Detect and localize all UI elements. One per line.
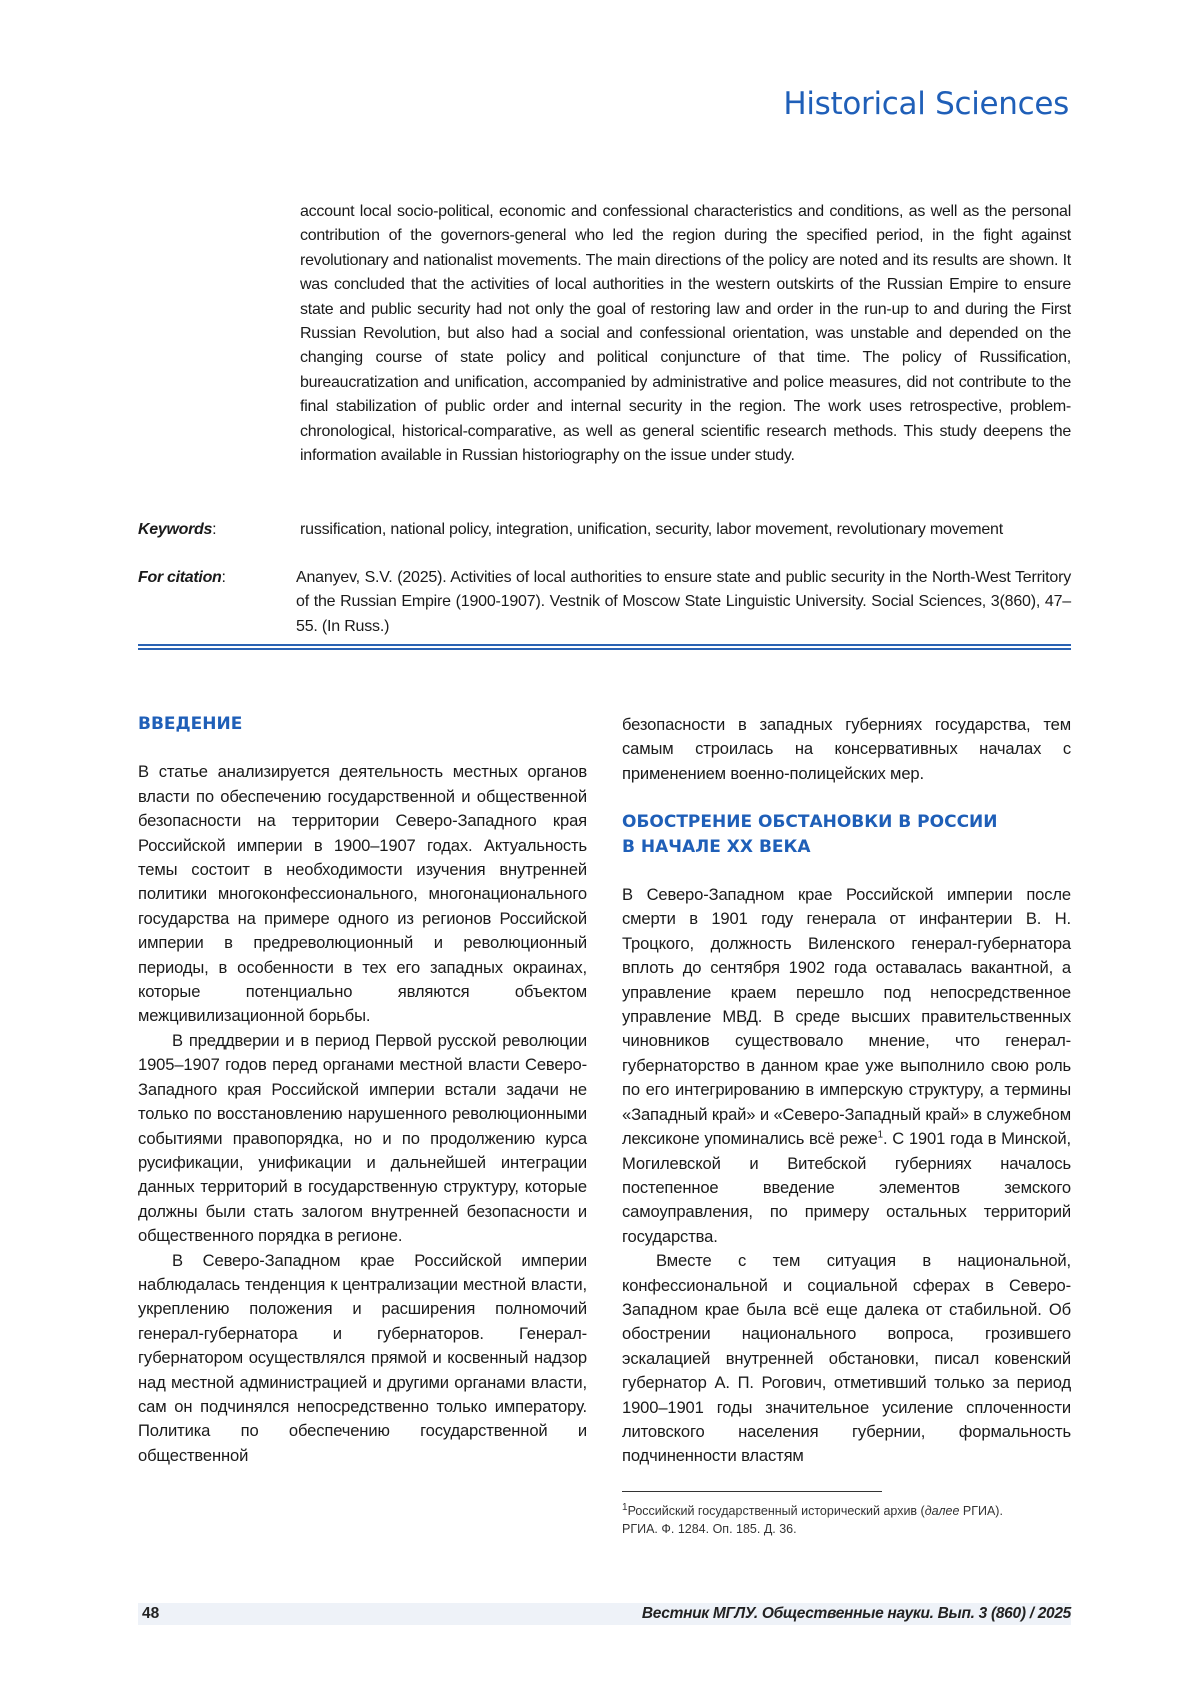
keywords-colon: : [212, 521, 216, 538]
keywords-row [138, 518, 1071, 542]
footnote-line [622, 1502, 1071, 1520]
footnote-line: РГИА. Ф. 1284. Оп. 185. Д. 36. [622, 1520, 1071, 1538]
citation-label [138, 566, 226, 590]
left-column [138, 712, 587, 1468]
double-divider [138, 644, 1071, 650]
footnote-number: 1 [622, 1502, 628, 1513]
citation-colon: : [222, 569, 226, 586]
page-footer [138, 1603, 1071, 1625]
footnote-text: РГИА). [959, 1504, 1003, 1518]
footnote-divider [622, 1491, 882, 1492]
paragraph-continuation: безопасности в западных губерниях государства, тем самым строилась на консервативных началах с применением военно-полицейских мер. [622, 713, 1071, 786]
paragraph-text: . С 1901 года в Минской, Могилевской и Витебской губерниях началось постепенное введение элементов земского самоуправления, по примеру остальных территорий государства. [622, 1129, 1071, 1246]
heading-line: В НАЧАЛЕ XX ВЕКА [622, 837, 811, 857]
citation-label-text: For citation [138, 569, 222, 586]
keywords-label-text: Keywords [138, 521, 212, 538]
paragraph: В преддверии и в период Первой русской революции 1905–1907 годов перед органами местной власти Северо-Западного края Российской империи встали задачи не только по восстановлению нарушенного революционными событиями правопорядка, но и по продолжению курса русификации, унификации и дальнейшей интеграции данных территорий в государственную структуру, которые должны были стать залогом внутренней безопасности и общественного порядка в регионе. [138, 1029, 587, 1249]
section-title: Historical Sciences [783, 86, 1069, 122]
paragraph: В Северо-Западном крае Российской империи наблюдалась тенденция к централизации местной власти, укреплению положения и расширения полномочий генерал-губернатора и губернаторов. Генерал-губернатором осуществлялся прямой и косвенный надзор над местной администрацией и другими органами власти, сам он подчинялся непосредственно только императору. Политика по обеспечению государственной и общественной [138, 1249, 587, 1469]
abstract-text: account local socio-political, economic and confessional characteristics and conditions, as well as the personal contribution of the governors-general who led the region during the specified period, in the fight against revolutionary and nationalist movements. The main directions of the policy are noted and its results are shown. It was concluded that the activities of local authorities in the western outskirts of the Russian Empire to ensure state and public security had not only the goal of restoring law and order in the run-up to and during the First Russian Revolution, but also had a social and confessional orientation, was unstable and depended on the changing course of state policy and political conjuncture of that time. The policy of Russification, bureaucratization and unification, accompanied by administrative and police measures, did not contribute to the final stabilization of public order and internal security in the region. The work uses retrospective, problem-chronological, historical-comparative, as well as general scientific research methods. This study deepens the information available in Russian historiography on the issue under study. [300, 200, 1071, 468]
footnote-reference[interactable]: 1 [878, 1130, 883, 1141]
footnote [622, 1502, 1071, 1538]
citation-value: Ananyev, S.V. (2025). Activities of local authorities to ensure state and public security in the North-West Territory of the Russian Empire (1900-1907). Vestnik of Moscow State Linguistic University. Social Sciences, 3(860), 47–55. (In Russ.) [296, 566, 1071, 639]
keywords-label [138, 518, 216, 542]
paragraph [622, 883, 1071, 1249]
citation-row [138, 566, 1071, 639]
heading-introduction: ВВЕДЕНИЕ [138, 712, 587, 736]
journal-name: Вестник МГЛУ. Общественные науки. Вып. 3 (860) / 2025 [642, 1605, 1071, 1623]
heading-line: ОБОСТРЕНИЕ ОБСТАНОВКИ В РОССИИ [622, 812, 998, 832]
footnote-text: Российский государственный исторический архив ( [628, 1504, 925, 1518]
right-column [622, 713, 1071, 1469]
footnote-italic: далее [925, 1504, 960, 1518]
paragraph: В статье анализируется деятельность местных органов власти по обеспечению государственной и общественной безопасности на территории Северо-Западного края Российской империи в 1900–1907 годах. Актуальность темы состоит в необходимости изучения внутренней политики многоконфессионального, многонационального государства на примере одного из регионов Российской империи в предреволюционный и революционный периоды, в особенности в тех его западных окраинах, которые потенциально являются объектом межцивилизационной борьбы. [138, 760, 587, 1028]
paragraph: Вместе с тем ситуация в национальной, конфессиональной и социальной сферах в Северо-Западном крае была всё еще далека от стабильной. Об обострении национального вопроса, грозившего эскалацией внутренней обстановки, писал ковенский губернатор А. П. Рогович, отметивший только за период 1900–1901 годы значительное усиление сплоченности литовского населения губернии, формальность подчиненности властям [622, 1249, 1071, 1469]
page-number: 48 [142, 1605, 159, 1623]
keywords-value: russification, national policy, integration, unification, security, labor movement, revolutionary movement [300, 518, 1071, 542]
paragraph-text: В Северо-Западном крае Российской империи после смерти в 1901 году генерала от инфантерии В. Н. Троцкого, должность Виленского генерал-губернатора вплоть до сентября 1902 года оставалась вакантной, а управление краем перешло под непосредственное управление МВД. В среде высших правительственных чиновников существовало мнение, что генерал-губернаторство в данном крае уже выполнило свою роль по его интегрированию в имперскую структуру, а термины «Западный край» и «Северо-Западный край» в служебном лексиконе упоминались всё реже [622, 885, 1071, 1148]
heading-situation [622, 810, 1071, 859]
